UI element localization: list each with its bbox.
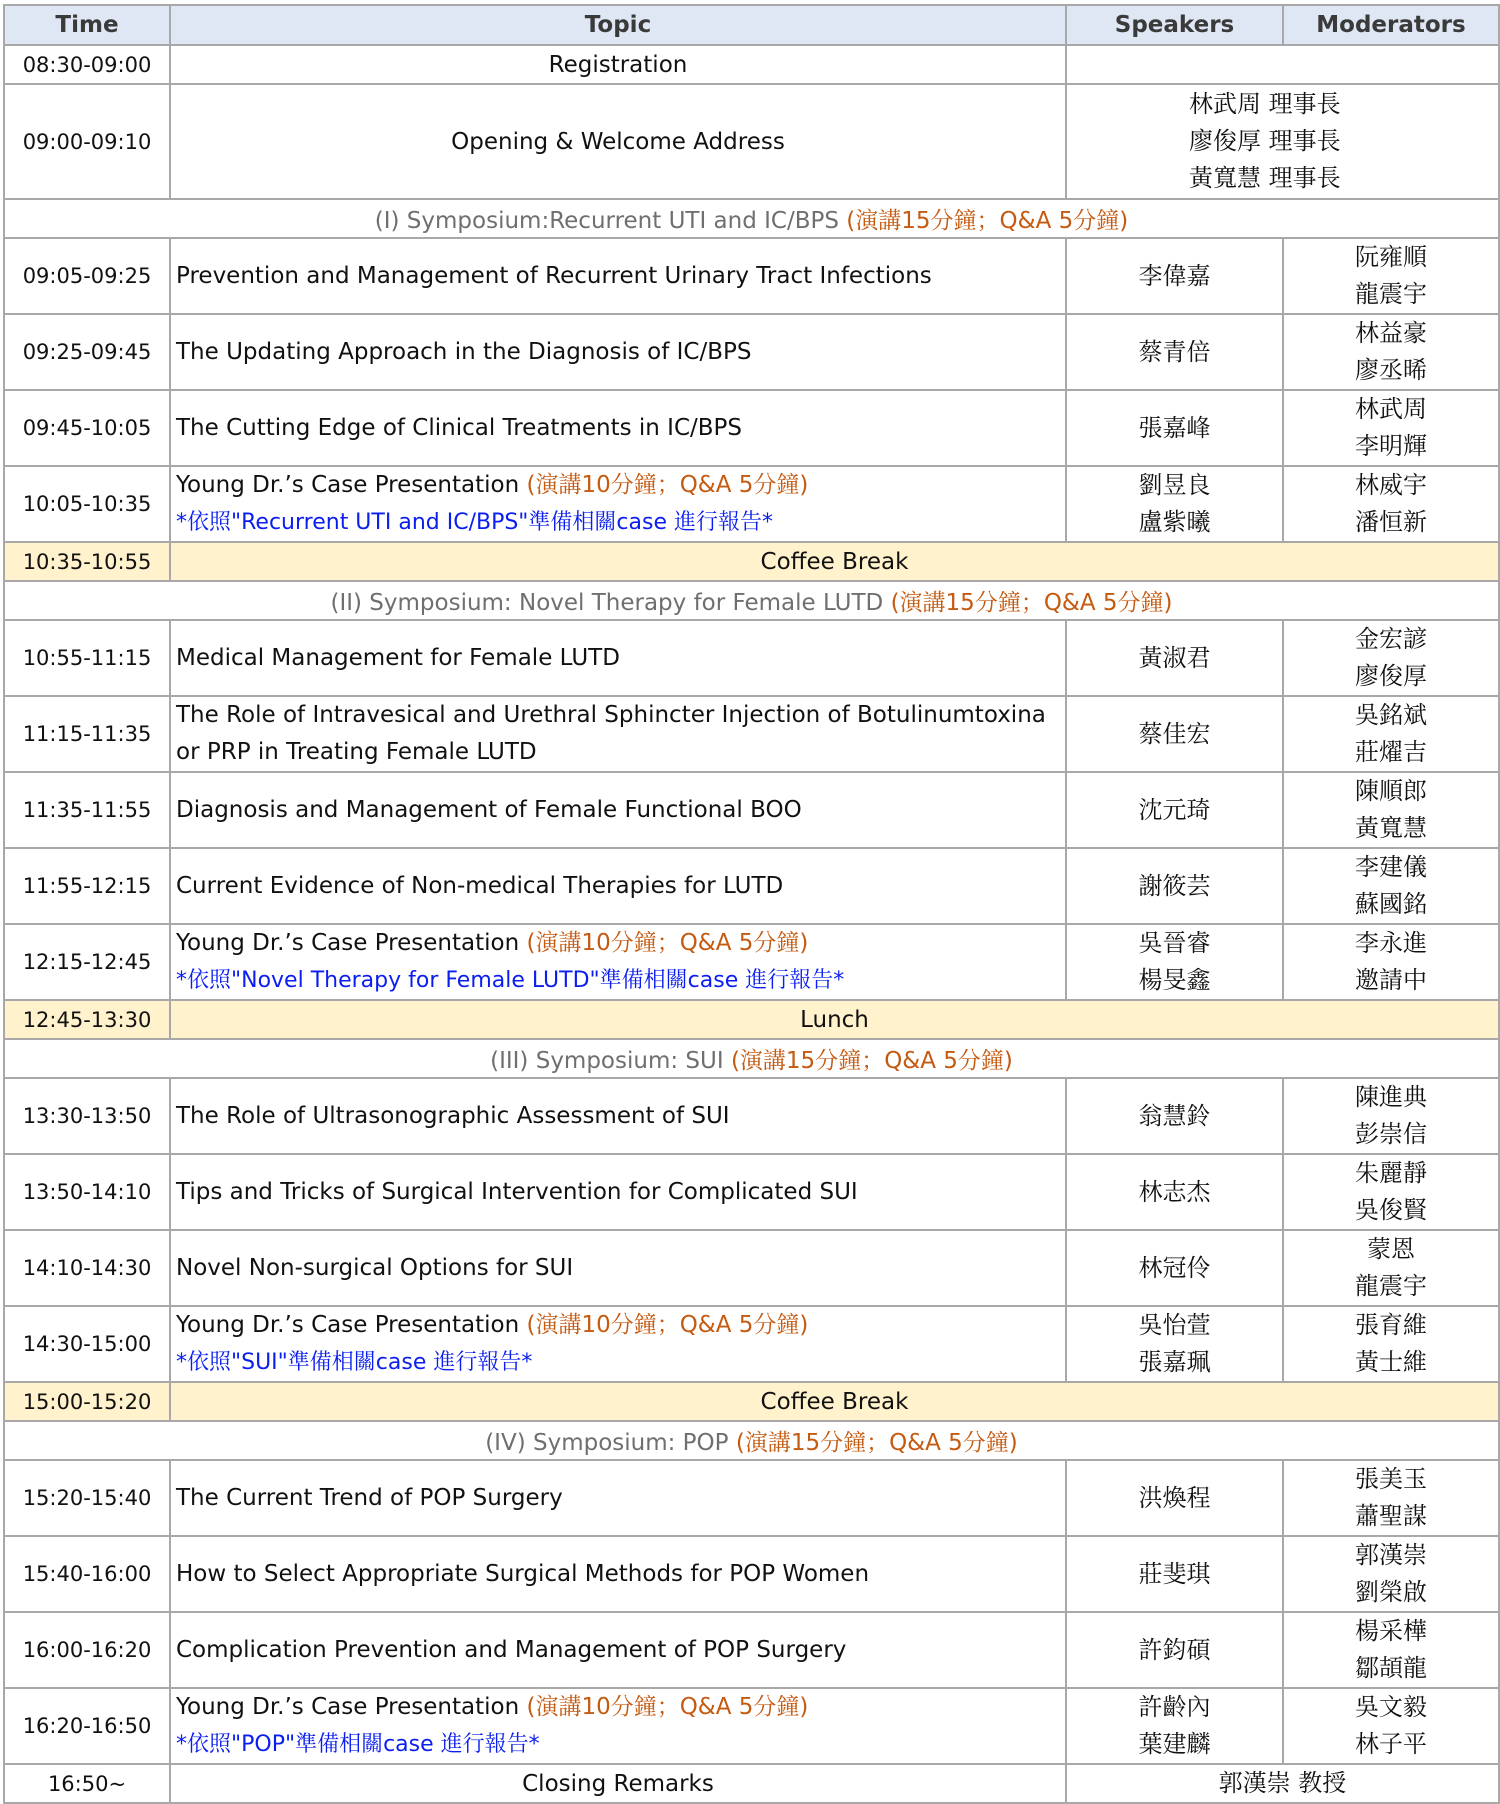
session-row xyxy=(4,848,1499,924)
time-cell: 09:00-09:10 xyxy=(4,84,170,199)
topic-cell: Diagnosis and Management of Female Functional BOO xyxy=(170,772,1066,848)
session-row xyxy=(4,1078,1499,1154)
session-row xyxy=(4,1460,1499,1536)
topic-cell: Opening & Welcome Address xyxy=(170,84,1066,199)
time-cell: 13:50-14:10 xyxy=(4,1154,170,1230)
topic-cell: Prevention and Management of Recurrent Urinary Tract Infections xyxy=(170,238,1066,314)
moderator-cell: 李永進 邀請中 xyxy=(1283,924,1499,1000)
time-cell: 16:00-16:20 xyxy=(4,1612,170,1688)
speaker-cell: 郭漢崇 教授 xyxy=(1066,1764,1499,1803)
session-row xyxy=(4,1536,1499,1612)
break-label: Lunch xyxy=(170,1000,1499,1039)
coffee-break-row xyxy=(4,1382,1499,1421)
moderator-cell: 林威宇 潘恒新 xyxy=(1283,466,1499,542)
time-cell: 10:35-10:55 xyxy=(4,542,170,581)
symposium-title: (I) Symposium:Recurrent UTI and IC/BPS (演講15分鐘；Q&A 5分鐘) xyxy=(4,199,1499,238)
session-row xyxy=(4,1612,1499,1688)
opening-speaker: 廖俊厚 理事長 xyxy=(1189,127,1341,155)
time-cell: 13:30-13:50 xyxy=(4,1078,170,1154)
moderator-cell: 林武周 李明輝 xyxy=(1283,390,1499,466)
speaker-cell: 莊斐琪 xyxy=(1066,1536,1283,1612)
closing-row xyxy=(4,1764,1499,1803)
topic-cell: Complication Prevention and Management of POP Surgery xyxy=(170,1612,1066,1688)
topic-cell: Young Dr.’s Case Presentation (演講10分鐘；Q&A 5分鐘) *依照"SUI"準備相關case 進行報告* xyxy=(170,1306,1066,1382)
topic-cell: The Current Trend of POP Surgery xyxy=(170,1460,1066,1536)
speaker-cell: 林冠伶 xyxy=(1066,1230,1283,1306)
moderator-cell: 楊采樺 鄒頡龍 xyxy=(1283,1612,1499,1688)
case-presentation-row xyxy=(4,924,1499,1000)
speaker-cell: 張嘉峰 xyxy=(1066,390,1283,466)
moderator-cell: 郭漢崇 劉榮啟 xyxy=(1283,1536,1499,1612)
topic-cell: Young Dr.’s Case Presentation (演講10分鐘；Q&A 5分鐘) *依照"Novel Therapy for Female LUTD"準備相關case 進行報告* xyxy=(170,924,1066,1000)
moderator-cell: 陳進典 彭崇信 xyxy=(1283,1078,1499,1154)
session-row xyxy=(4,1154,1499,1230)
speaker-cell: 蔡佳宏 xyxy=(1066,696,1283,772)
empty-cell xyxy=(1066,45,1499,84)
header-speakers: Speakers xyxy=(1066,5,1283,45)
session-row xyxy=(4,696,1499,772)
speaker-cell: 許齡內 葉建麟 xyxy=(1066,1688,1283,1764)
speaker-cell: 蔡青倍 xyxy=(1066,314,1283,390)
time-cell: 11:35-11:55 xyxy=(4,772,170,848)
topic-cell: Novel Non-surgical Options for SUI xyxy=(170,1230,1066,1306)
moderator-cell: 張育維 黃士維 xyxy=(1283,1306,1499,1382)
topic-cell: Tips and Tricks of Surgical Intervention for Complicated SUI xyxy=(170,1154,1066,1230)
session-row xyxy=(4,620,1499,696)
topic-cell: The Role of Ultrasonographic Assessment of SUI xyxy=(170,1078,1066,1154)
topic-cell: Closing Remarks xyxy=(170,1764,1066,1803)
time-cell: 14:10-14:30 xyxy=(4,1230,170,1306)
moderator-cell: 吳文毅 林子平 xyxy=(1283,1688,1499,1764)
moderator-cell: 金宏諺 廖俊厚 xyxy=(1283,620,1499,696)
time-cell: 11:15-11:35 xyxy=(4,696,170,772)
symposium-1-title-row xyxy=(4,199,1499,238)
opening-speaker: 林武周 理事長 xyxy=(1189,90,1341,118)
header-topic: Topic xyxy=(170,5,1066,45)
agenda-table xyxy=(3,4,1500,1804)
moderator-cell: 吳銘斌 莊燿吉 xyxy=(1283,696,1499,772)
opening-speaker: 黃寬慧 理事長 xyxy=(1189,164,1341,192)
speaker-cell: 沈元琦 xyxy=(1066,772,1283,848)
header-moderators: Moderators xyxy=(1283,5,1499,45)
symposium-3-title-row xyxy=(4,1039,1499,1078)
moderator-cell: 阮雍順 龍震宇 xyxy=(1283,238,1499,314)
session-row xyxy=(4,390,1499,466)
case-presentation-row xyxy=(4,1306,1499,1382)
topic-cell: Current Evidence of Non-medical Therapies for LUTD xyxy=(170,848,1066,924)
speaker-cell: 洪煥程 xyxy=(1066,1460,1283,1536)
topic-cell: The Updating Approach in the Diagnosis of IC/BPS xyxy=(170,314,1066,390)
header-time: Time xyxy=(4,5,170,45)
speaker-cell: 林志杰 xyxy=(1066,1154,1283,1230)
break-label: Coffee Break xyxy=(170,542,1499,581)
symposium-title: (IV) Symposium: POP (演講15分鐘；Q&A 5分鐘) xyxy=(4,1421,1499,1460)
session-row xyxy=(4,238,1499,314)
time-cell: 12:45-13:30 xyxy=(4,1000,170,1039)
moderator-cell: 張美玉 蕭聖謀 xyxy=(1283,1460,1499,1536)
session-row xyxy=(4,314,1499,390)
speaker-cell: 吳怡萱 張嘉珮 xyxy=(1066,1306,1283,1382)
moderator-cell: 李建儀 蘇國銘 xyxy=(1283,848,1499,924)
session-row xyxy=(4,772,1499,848)
opening-row xyxy=(4,84,1499,199)
topic-cell: Young Dr.’s Case Presentation (演講10分鐘；Q&A 5分鐘) *依照"POP"準備相關case 進行報告* xyxy=(170,1688,1066,1764)
speaker-cell: 翁慧鈴 xyxy=(1066,1078,1283,1154)
time-cell: 09:25-09:45 xyxy=(4,314,170,390)
speaker-cell: 劉昱良 盧紫曦 xyxy=(1066,466,1283,542)
symposium-4-title-row xyxy=(4,1421,1499,1460)
break-label: Coffee Break xyxy=(170,1382,1499,1421)
speaker-cell: 李偉嘉 xyxy=(1066,238,1283,314)
time-cell: 12:15-12:45 xyxy=(4,924,170,1000)
coffee-break-row xyxy=(4,542,1499,581)
time-cell: 15:20-15:40 xyxy=(4,1460,170,1536)
topic-cell: Registration xyxy=(170,45,1066,84)
topic-cell: How to Select Appropriate Surgical Methods for POP Women xyxy=(170,1536,1066,1612)
time-cell: 16:20-16:50 xyxy=(4,1688,170,1764)
topic-cell: The Cutting Edge of Clinical Treatments in IC/BPS xyxy=(170,390,1066,466)
time-cell: 09:05-09:25 xyxy=(4,238,170,314)
time-cell: 14:30-15:00 xyxy=(4,1306,170,1382)
time-cell: 16:50~ xyxy=(4,1764,170,1803)
moderator-cell: 蒙恩 龍震宇 xyxy=(1283,1230,1499,1306)
speaker-cell: 吳晉睿 楊旻鑫 xyxy=(1066,924,1283,1000)
time-cell: 10:55-11:15 xyxy=(4,620,170,696)
symposium-2-title-row xyxy=(4,581,1499,620)
speaker-cell: 許鈞碩 xyxy=(1066,1612,1283,1688)
registration-row xyxy=(4,45,1499,84)
time-cell: 08:30-09:00 xyxy=(4,45,170,84)
session-row xyxy=(4,1230,1499,1306)
opening-speakers xyxy=(1066,84,1499,199)
symposium-title: (II) Symposium: Novel Therapy for Female LUTD (演講15分鐘；Q&A 5分鐘) xyxy=(4,581,1499,620)
speaker-cell: 黃淑君 xyxy=(1066,620,1283,696)
moderator-cell: 林益豪 廖丞晞 xyxy=(1283,314,1499,390)
lunch-row xyxy=(4,1000,1499,1039)
symposium-title: (III) Symposium: SUI (演講15分鐘；Q&A 5分鐘) xyxy=(4,1039,1499,1078)
topic-cell: The Role of Intravesical and Urethral Sphincter Injection of Botulinumtoxina or PRP in Treating Female LUTD xyxy=(170,696,1066,772)
moderator-cell: 陳順郎 黃寬慧 xyxy=(1283,772,1499,848)
time-cell: 15:00-15:20 xyxy=(4,1382,170,1421)
case-presentation-row xyxy=(4,466,1499,542)
time-cell: 15:40-16:00 xyxy=(4,1536,170,1612)
time-cell: 09:45-10:05 xyxy=(4,390,170,466)
topic-cell: Medical Management for Female LUTD xyxy=(170,620,1066,696)
topic-cell: Young Dr.’s Case Presentation (演講10分鐘；Q&A 5分鐘) *依照"Recurrent UTI and IC/BPS"準備相關case 進行報告* xyxy=(170,466,1066,542)
time-cell: 11:55-12:15 xyxy=(4,848,170,924)
time-cell: 10:05-10:35 xyxy=(4,466,170,542)
moderator-cell: 朱麗靜 吳俊賢 xyxy=(1283,1154,1499,1230)
header-row xyxy=(4,5,1499,45)
case-presentation-row xyxy=(4,1688,1499,1764)
speaker-cell: 謝筱芸 xyxy=(1066,848,1283,924)
